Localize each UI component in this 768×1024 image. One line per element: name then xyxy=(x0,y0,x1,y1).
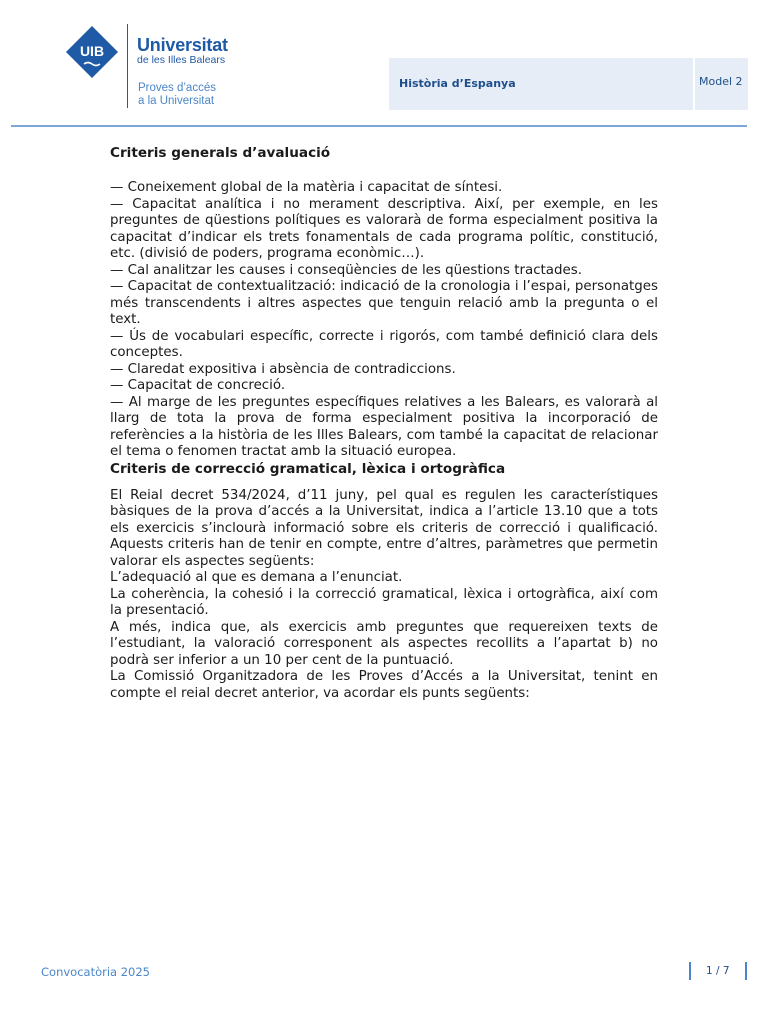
body-paragraph: L’adequació al que es demana a l’enunciat. xyxy=(110,570,403,585)
subject-title: Història d’Espanya xyxy=(399,77,516,90)
logo-text: UIB xyxy=(79,43,105,59)
body-paragraph: A més, indica que, als exercicis amb preguntes que requereixen texts de l’estudiant, la valoració corresponent als aspectes recollits a l’apartat b) no podrà ser inferior a un 10 per cent de la puntuació. xyxy=(110,619,658,668)
model-label: Model 2 xyxy=(699,75,743,88)
page-number: 1 / 7 xyxy=(689,962,730,980)
page-header xyxy=(0,0,768,130)
criteria-item: — Capacitat de concreció. xyxy=(110,378,286,393)
section-title-criteris-generals: Criteris generals d’avaluació xyxy=(110,145,331,161)
criteria-item: — Capacitat analítica i no merament descriptiva. Així, per exemple, en les preguntes de qüestions polítiques es valorarà de forma especialment positiva la capacitat d’indicar els trets fonamentals de cada programa polític, constitució, etc. (divisió de poders, programa econòmic…). xyxy=(110,196,658,261)
criteria-item: — Claredat expositiva i absència de contradiccions. xyxy=(110,361,456,377)
university-subtitle: de les Illes Balears xyxy=(137,54,226,66)
proves-line-2: a la Universitat xyxy=(138,95,215,107)
body-paragraph: El Reial decret 534/2024, d’11 juny, pel qual es regulen les característiques bàsiques de la prova d’accés a la Universitat, indica a l’article 13.10 que a tots els exercicis s’inclourà informació sobre els criteris de correcció i qualificació. Aquests criteris han de tenir en compte, entre d’altres, paràmetres que permetin valorar els aspectes següents: xyxy=(110,487,658,569)
closing-paragraph: La Comissió Organitzadora de les Proves d’Accés a la Universitat, tenint en compte el reial decret anterior, va acordar els punts següents: xyxy=(110,669,658,701)
criteria-item: — Al marge de les preguntes específiques relatives a les Balears, es valorarà al llarg de tota la prova de forma especialment positiva la incorporació de referències a la història de les Illes Balears, com també la capacitat de relacionar el tema o fenomen tractat amb la situació europea. xyxy=(110,394,658,459)
proves-label xyxy=(138,82,258,108)
university-name: Universitat xyxy=(137,35,228,55)
section-title-correccio: Criteris de correcció gramatical, lèxica i ortogràfica xyxy=(110,460,506,477)
document-body xyxy=(110,145,658,702)
criteria-item: — Cal analitzar les causes i conseqüències de les qüestions tractades. xyxy=(110,262,582,278)
logo-divider xyxy=(127,24,128,108)
body-paragraph: La coherència, la cohesió i la correcció gramatical, lèxica i ortogràfica, així com la presentació. xyxy=(110,586,658,618)
footer-convocatoria: Convocatòria 2025 xyxy=(41,965,151,979)
page-number-divider xyxy=(745,962,747,980)
criteria-item: — Capacitat de contextualització: indicació de la cronologia i l’espai, personatges més transcendents i altres aspectes que tenguin relació amb la pregunta o el text. xyxy=(110,279,659,327)
proves-line-1: Proves d’accés xyxy=(138,82,216,94)
model-box xyxy=(695,58,748,110)
header-rule xyxy=(11,125,747,127)
uib-logo-icon xyxy=(66,26,118,78)
criteria-item: — Ús de vocabulari específic, correcte i rigorós, com també definició clara dels conceptes. xyxy=(110,328,658,360)
criteria-item: — Coneixement global de la matèria i capacitat de síntesi. xyxy=(110,180,503,195)
subject-box xyxy=(389,58,693,110)
